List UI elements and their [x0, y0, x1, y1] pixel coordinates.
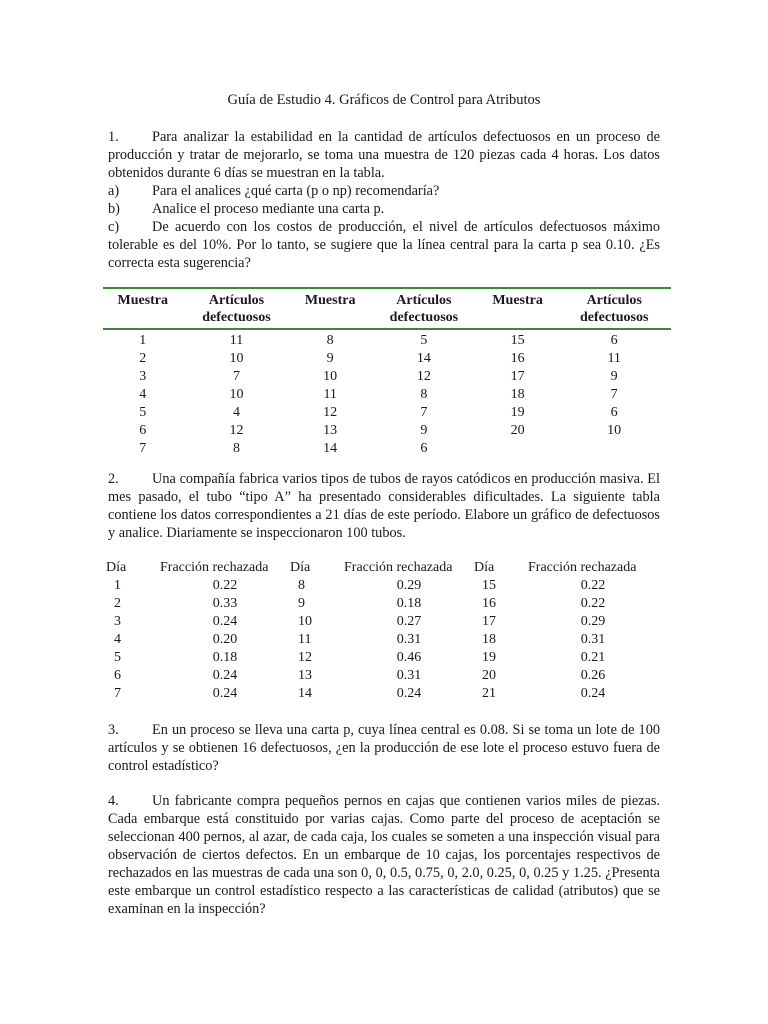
table-cell: 10 — [298, 614, 312, 629]
table-cell: 0.29 — [396, 578, 422, 593]
table-cell: 12 — [323, 405, 338, 420]
table-row — [103, 350, 671, 368]
table-row — [103, 329, 671, 350]
problem-2-statement: 2. Una compañía fabrica varios tipos de tubos de rayos catódicos en producción masiva. El mes pasado, el tubo “tipo A” ha presentado considerables dificultades. La siguiente tabla contiene los datos correspondientes a 21 días de este período. Elabore un gráfico de defectuosos y analice. Diariamente se inspeccionaron 100 tubos. — [108, 471, 660, 541]
table-row — [106, 667, 658, 685]
table-cell: 0.27 — [396, 614, 422, 629]
table-cell: 10 — [323, 369, 338, 384]
table-cell: 10 — [607, 423, 622, 438]
table-row — [103, 422, 671, 440]
table-cell: 8 — [298, 578, 305, 593]
table-row — [103, 404, 671, 422]
table-cell: 0.31 — [396, 668, 422, 683]
table-cell: 16 — [510, 351, 525, 366]
table-row — [106, 649, 658, 667]
table-cell: 12 — [416, 369, 431, 384]
table-cell: 4 — [232, 405, 240, 420]
table-cell: 14 — [416, 351, 431, 366]
table-cell: 0.33 — [212, 596, 238, 611]
table-cell: 13 — [323, 423, 338, 438]
rejection-table-body — [106, 577, 658, 703]
table-cell: 14 — [323, 441, 338, 456]
table-cell: 0.31 — [580, 632, 606, 647]
table-cell: 10 — [229, 351, 244, 366]
table-cell: 0.24 — [212, 686, 238, 701]
table-cell: 17 — [510, 369, 525, 384]
problem-1 — [108, 128, 660, 272]
rejection-table-header-cell: Fracción rechazada — [528, 560, 637, 575]
table-cell: 13 — [298, 668, 312, 683]
table-cell: 7 — [610, 387, 618, 402]
table-cell — [557, 440, 671, 458]
table-cell: 5 — [420, 333, 428, 348]
table-cell: 6 — [114, 668, 121, 683]
table-cell: 1 — [139, 333, 147, 348]
table-row — [106, 577, 658, 595]
table-cell: 7 — [139, 441, 147, 456]
table-cell: 9 — [610, 369, 618, 384]
rejection-table-header-cell: Día — [474, 560, 495, 575]
table-cell: 6 — [610, 405, 618, 420]
table-cell: 12 — [298, 650, 312, 665]
table-cell: 6 — [610, 333, 618, 348]
table-row — [103, 440, 671, 458]
table-row — [106, 631, 658, 649]
defects-table-body — [103, 329, 671, 458]
table-cell: 18 — [510, 387, 525, 402]
table-cell: 19 — [482, 650, 496, 665]
table-cell: 8 — [420, 387, 428, 402]
table-cell: 7 — [114, 686, 121, 701]
table-cell: 20 — [482, 668, 496, 683]
table-cell: 11 — [607, 351, 621, 366]
table-cell: 12 — [229, 423, 244, 438]
table-row — [106, 613, 658, 631]
problem-1-item-a: a) Para el analices ¿qué carta (p o np) recomendaría? — [108, 183, 440, 199]
problem-4 — [108, 792, 660, 918]
table-cell: 11 — [298, 632, 312, 647]
defects-table — [103, 287, 671, 458]
rejection-table-header-cell: Día — [106, 560, 127, 575]
table-cell: 0.24 — [580, 686, 606, 701]
problem-1-item-c: c) De acuerdo con los costos de producción, el nivel de artículos defectuosos máximo tolerable es del 10%. Por lo tanto, se sugiere que la línea central para la carta p sea 0.10. ¿Es correcta esta sugerencia? — [108, 219, 660, 271]
table-cell: 20 — [510, 423, 525, 438]
table-row — [106, 685, 658, 703]
table-cell: 21 — [482, 686, 496, 701]
table-cell: 9 — [326, 351, 334, 366]
table-cell: 8 — [326, 333, 334, 348]
rejection-table — [106, 559, 658, 703]
problem-3 — [108, 721, 660, 775]
rejection-table-header-cell: Fracción rechazada — [160, 560, 269, 575]
rejection-table-header — [106, 559, 658, 577]
table-cell: 3 — [139, 369, 147, 384]
table-cell: 19 — [510, 405, 525, 420]
problem-1-statement: 1. Para analizar la estabilidad en la cantidad de artículos defectuosos en un proceso de producción y tratar de mejorarlo, se toma una muestra de 120 piezas cada 4 horas. Los datos obtenidos durante 6 días se muestran en la tabla. — [108, 129, 660, 181]
rejection-table-header-cell: Día — [290, 560, 311, 575]
table-cell: 15 — [482, 578, 496, 593]
table-cell: 4 — [139, 387, 147, 402]
page-title: Guía de Estudio 4. Gráficos de Control para Atributos — [227, 92, 541, 108]
table-cell: 11 — [323, 387, 337, 402]
table-row — [103, 368, 671, 386]
table-cell: 6 — [139, 423, 147, 438]
defects-table-header-cell: Muestra — [290, 288, 370, 329]
table-cell: 10 — [229, 387, 244, 402]
table-cell: 4 — [114, 632, 121, 647]
table-cell: 0.29 — [580, 614, 606, 629]
table-cell: 6 — [420, 441, 428, 456]
table-cell: 0.46 — [396, 650, 422, 665]
table-cell — [478, 440, 558, 458]
table-cell: 15 — [510, 333, 525, 348]
table-cell: 0.22 — [580, 578, 606, 593]
defects-table-header-cell: Artículos defectuosos — [183, 288, 291, 329]
table-cell: 5 — [139, 405, 147, 420]
table-cell: 0.20 — [212, 632, 238, 647]
table-cell: 0.24 — [212, 668, 238, 683]
table-cell: 0.31 — [396, 632, 422, 647]
problem-1-item-b: b) Analice el proceso mediante una carta p. — [108, 201, 385, 217]
table-cell: 0.22 — [212, 578, 238, 593]
defects-table-header-cell: Artículos defectuosos — [557, 288, 671, 329]
table-cell: 17 — [482, 614, 496, 629]
table-cell: 9 — [420, 423, 428, 438]
defects-table-header — [103, 288, 671, 329]
table-cell: 0.21 — [580, 650, 606, 665]
defects-table-header-cell: Muestra — [478, 288, 558, 329]
table-cell: 7 — [232, 369, 240, 384]
table-cell: 0.18 — [212, 650, 238, 665]
defects-table-header-cell: Muestra — [103, 288, 183, 329]
table-cell: 5 — [114, 650, 121, 665]
table-cell: 9 — [298, 596, 305, 611]
problem-4-statement: 4. Un fabricante compra pequeños pernos en cajas que contienen varios miles de piezas. Cada embarque está constituido por varias cajas. Como parte del proceso de aceptación se seleccionan 400 pernos, al azar, de cada caja, los cuales se someten a una inspección visual para observación de ciertos defectos. En un embarque de 10 cajas, los porcentajes respectivos de rechazados en las muestras de cada una son 0, 0, 0.5, 0.75, 0, 2.0, 0.25, 0, 0.25 y 1.25. ¿Presenta este embarque un control estadístico respecto a las características de calidad (atributos) que se examinan en la inspección? — [108, 793, 660, 917]
table-cell: 7 — [420, 405, 428, 420]
table-cell: 2 — [139, 351, 147, 366]
table-cell: 1 — [114, 578, 121, 593]
table-cell: 0.22 — [580, 596, 606, 611]
table-cell: 8 — [232, 441, 240, 456]
table-row — [103, 386, 671, 404]
table-cell: 0.26 — [580, 668, 606, 683]
defects-table-header-cell: Artículos defectuosos — [370, 288, 478, 329]
table-cell: 0.24 — [396, 686, 422, 701]
problem-2 — [108, 470, 660, 542]
table-cell: 3 — [114, 614, 121, 629]
table-row — [106, 595, 658, 613]
table-cell: 16 — [482, 596, 496, 611]
table-cell: 11 — [229, 333, 244, 348]
table-cell: 18 — [482, 632, 496, 647]
problem-3-statement: 3. En un proceso se lleva una carta p, cuya línea central es 0.08. Si se toma un lote de 100 artículos y se obtienen 16 defectuosos, ¿en la producción de ese lote el proceso estuvo fuera de control estadístico? — [108, 722, 660, 774]
table-cell: 0.18 — [396, 596, 422, 611]
rejection-table-header-cell: Fracción rechazada — [344, 560, 453, 575]
table-cell: 2 — [114, 596, 121, 611]
table-cell: 14 — [298, 686, 312, 701]
table-cell: 0.24 — [212, 614, 238, 629]
